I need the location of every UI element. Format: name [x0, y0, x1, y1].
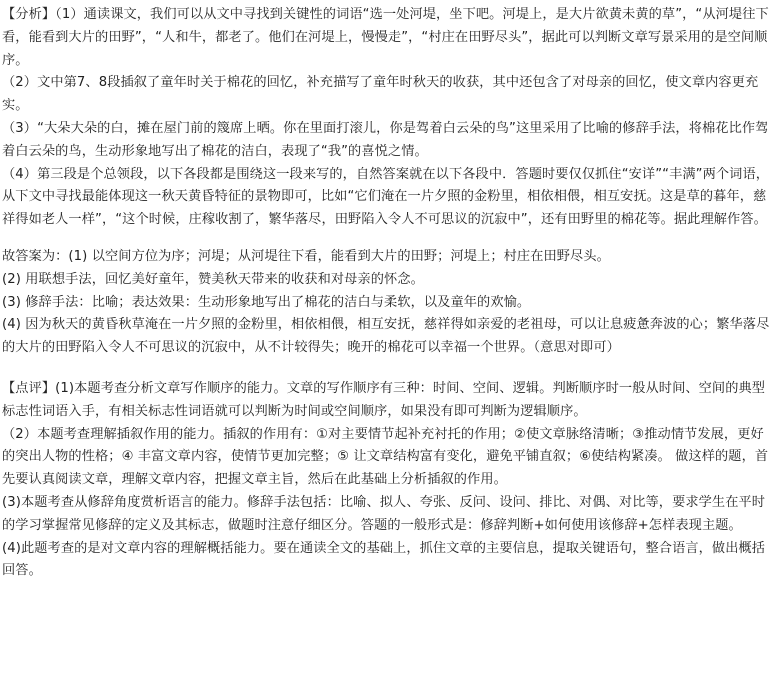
- solution-document: [2, 4, 776, 583]
- comment-paragraph-1: 【点评】(1)本题考查分析文章写作顺序的能力。文章的写作顺序有三种：时间、空间、逻辑。判断顺序时一般从时间、空间的典型标志性词语入手，有相关标志性词语就可以判断为时间或空间顺序，如果没有即可判断为逻辑顺序。: [2, 380, 766, 419]
- analysis-paragraph-4: （4）第三段是个总领段，以下各段都是围绕这一段来写的，自然答案就在以下各段中．答题时要仅仅抓住“安详”“丰满”两个词语，从下文中寻找最能体现这一秋天黄昏特征的景物即可，比如“它们淹在一片夕照的金粉里，相依相偎，相互安抚。这是草的暮年，慈祥得如老人一样”，“这个时候，庄稼收割了，繁华落尽，田野陷入令人不可思议的沉寂中”，还有田野里的棉花等。据此理解作答。: [2, 166, 770, 228]
- comment-paragraph-4: (4)此题考查的是对文章内容的理解概括能力。要在通读全文的基础上，抓住文章的主要信息，提取关键语句，整合语言，做出概括回答。: [2, 540, 766, 579]
- comment-paragraph-2: （2）本题考查理解插叙作用的能力。插叙的作用有：①对主要情节起补充衬托的作用；②使文章脉络清晰；③推动情节发展，更好的突出人物的性格；④ 丰富文章内容，使情节更加完整；⑤ 让文章结构富有变化，避免平铺直叙；⑥使结构紧凑。 做这样的题，首先要认真阅读文章，理解文章内容，把握文章主旨，然后在此基础上分析插叙的作用。: [2, 426, 769, 488]
- section-spacer: [2, 360, 776, 378]
- answer-section: [2, 246, 776, 360]
- answer-line-2: (2) 用联想手法，回忆美好童年，赞美秋天带来的收获和对母亲的怀念。: [2, 271, 424, 287]
- analysis-paragraph-1: 【分析】（1）通读课文，我们可以从文中寻找到关键性的词语“选一处河堤，坐下吧。河堤上，是大片欲黄未黄的草”，“从河堤往下看，能看到大片的田野”，“人和牛，都老了。他们在河堤上，慢慢走”，“村庄在田野尽头”，据此可以判断文章写景采用的是空间顺序。: [2, 7, 769, 68]
- comment-paragraph-3: (3)本题考查从修辞角度赏析语言的能力。修辞手法包括：比喻、拟人、夸张、反问、设问、排比、对偶、对比等，要求学生在平时的学习掌握常见修辞的定义及其标志，做题时注意仔细区分。答题的一般形式是：修辞判断+如何使用该修辞+怎样表现主题。: [2, 494, 766, 533]
- answer-line-3: (3) 修辞手法：比喻；表达效果：生动形象地写出了棉花的洁白与柔软，以及童年的欢愉。: [2, 294, 531, 310]
- answer-line-4: (4) 因为秋天的黄昏秋草淹在一片夕照的金粉里，相依相偎，相互安抚，慈祥得如亲爱的老祖母，可以让息疲惫奔波的心；繁华落尽的大片的田野陷入令人不可思议的沉寂中，从不计较得失；晚开的棉花可以幸福一个世界。（意思对即可）: [2, 317, 770, 356]
- analysis-paragraph-3: （3）“大朵大朵的白，摊在屋门前的篾席上晒。你在里面打滚儿，你是驾着白云朵的鸟”这里采用了比喻的修辞手法，将棉花比作驾着白云朵的鸟，生动形象地写出了棉花的洁白，表现了“我”的喜悦之情。: [2, 120, 769, 159]
- section-spacer: [2, 232, 776, 246]
- answer-line-1: 故答案为：(1) 以空间方位为序；河堤；从河堤往下看，能看到大片的田野；河堤上；村庄在田野尽头。: [2, 248, 610, 264]
- analysis-paragraph-2: （2）文中第7、8段插叙了童年时关于棉花的回忆，补充描写了童年时秋天的收获，其中还包含了对母亲的回忆，使文章内容更充实。: [2, 75, 759, 114]
- comment-section: [2, 378, 776, 583]
- analysis-section: [2, 4, 776, 232]
